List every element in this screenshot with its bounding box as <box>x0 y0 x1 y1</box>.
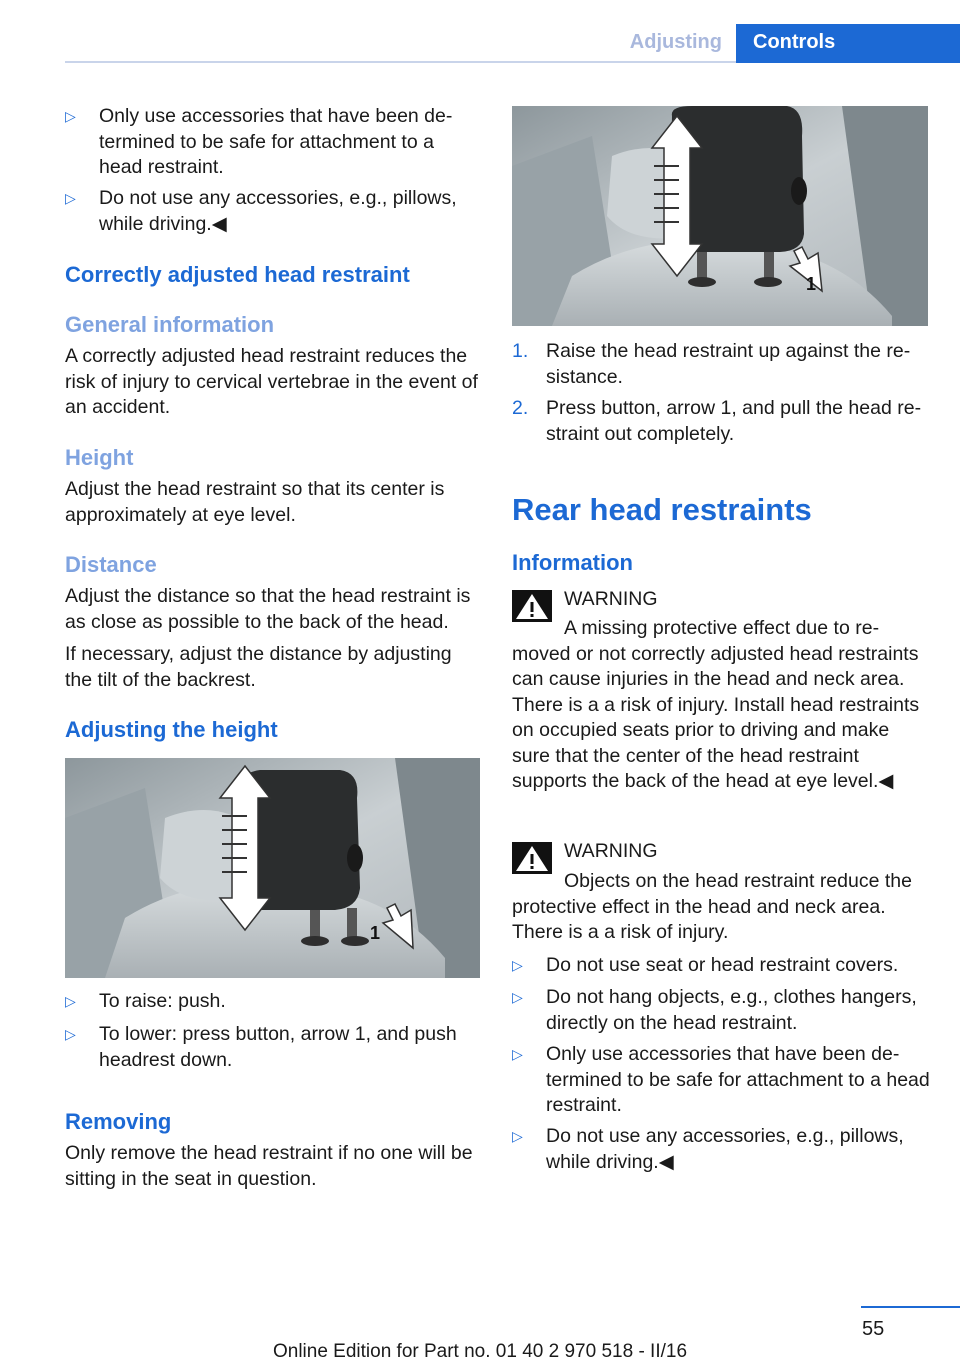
warning-text: A missing protective effect due to removed or not correctly adjusted head restraints can cause injuries in the head and neck area. There is a a risk of injury. Install head restraints on occupied seats prior to driving and make sure that the center of the head restraint supports the back of the head at eye level.◀ <box>512 617 920 792</box>
bullet-marker-icon: ▷ <box>65 993 76 1009</box>
bullet-marker-icon: ▷ <box>65 108 76 124</box>
warning-text: Objects on the head restraint reduce the protective effect in the head and neck area. There is a a risk of injury. <box>512 870 912 943</box>
list-item-text: To lower: press button, arrow 1, and push headrest down. <box>99 1023 457 1071</box>
list-item <box>65 186 480 237</box>
list-item <box>512 1124 930 1175</box>
head-restraint-removal-illustration <box>512 106 928 326</box>
list-item-text: To raise: push. <box>99 990 226 1012</box>
header-section-tab[interactable]: Adjusting <box>629 31 722 53</box>
paragraph: Only remove the head restraint if no one will be sitting in the seat in question. <box>65 1142 473 1190</box>
list-item <box>65 104 480 181</box>
list-item-text: Only use accessories that have been determined to be safe for attachment to a head restraint. <box>546 1043 930 1116</box>
bullet-marker-icon: ▷ <box>65 190 76 206</box>
figure-callout-label: 1 <box>370 923 381 943</box>
warning-label: WARNING <box>564 840 658 862</box>
list-item <box>512 339 930 390</box>
step-text: Raise the head restraint up against the resistance. <box>546 340 911 388</box>
head-restraint-figure <box>65 758 480 978</box>
footer-rule <box>861 1306 960 1308</box>
step-text: Press button, arrow 1, and pull the head restraint out completely. <box>546 397 922 445</box>
step-number: 2. <box>512 397 529 419</box>
paragraph: If necessary, adjust the distance by adjusting the tilt of the backrest. <box>65 643 452 691</box>
list-item-text: Only use accessories that have been determined to be safe for attachment to a head restraint. <box>99 105 453 178</box>
list-item <box>65 989 480 1015</box>
list-item <box>512 953 930 979</box>
figure-callout-label: 1 <box>806 274 817 294</box>
list-item-text: Do not use any accessories, e.g., pillows, while driving.◀ <box>99 187 457 235</box>
list-item <box>65 1022 480 1073</box>
head-restraint-removal-figure <box>512 106 928 326</box>
list-item <box>512 985 930 1036</box>
bullet-marker-icon: ▷ <box>512 989 523 1005</box>
bullet-marker-icon: ▷ <box>512 1128 523 1144</box>
chapter-heading: Rear head restraints <box>512 492 812 527</box>
list-item-text: Do not use any accessories, e.g., pillows, while driving.◀ <box>546 1125 904 1173</box>
paragraph: Adjust the distance so that the head restraint is as close as possible to the back of the head. <box>65 585 471 633</box>
page-number: 55 <box>862 1318 885 1340</box>
header-chapter-tab[interactable]: Controls <box>736 24 960 63</box>
bullet-marker-icon: ▷ <box>512 957 523 973</box>
subsection-heading: Distance <box>65 552 157 577</box>
bullet-marker-icon: ▷ <box>512 1046 523 1062</box>
subsection-heading: Height <box>65 445 134 470</box>
edition-footer: Online Edition for Part no. 01 40 2 970 518 - II/16 <box>272 1341 688 1362</box>
list-item-text: Do not hang objects, e.g., clothes hangers, directly on the head restraint. <box>546 986 917 1034</box>
section-heading: Information <box>512 550 633 575</box>
paragraph: A correctly adjusted head restraint reduces the risk of injury to cervical vertebrae in the event of an accident. <box>65 345 478 418</box>
list-item <box>512 1042 930 1119</box>
bullet-marker-icon: ▷ <box>65 1026 76 1042</box>
section-heading: Correctly adjusted head restraint <box>65 262 410 287</box>
head-restraint-illustration <box>65 758 480 978</box>
paragraph: Adjust the head restraint so that its center is approximately at eye level. <box>65 478 445 526</box>
step-number: 1. <box>512 340 529 362</box>
section-heading: Removing <box>65 1109 172 1134</box>
subsection-heading: General information <box>65 312 275 337</box>
list-item <box>512 396 930 447</box>
section-heading: Adjusting the height <box>65 717 278 742</box>
warning-label: WARNING <box>564 588 658 610</box>
list-item-text: Do not use seat or head restraint covers. <box>546 954 899 976</box>
